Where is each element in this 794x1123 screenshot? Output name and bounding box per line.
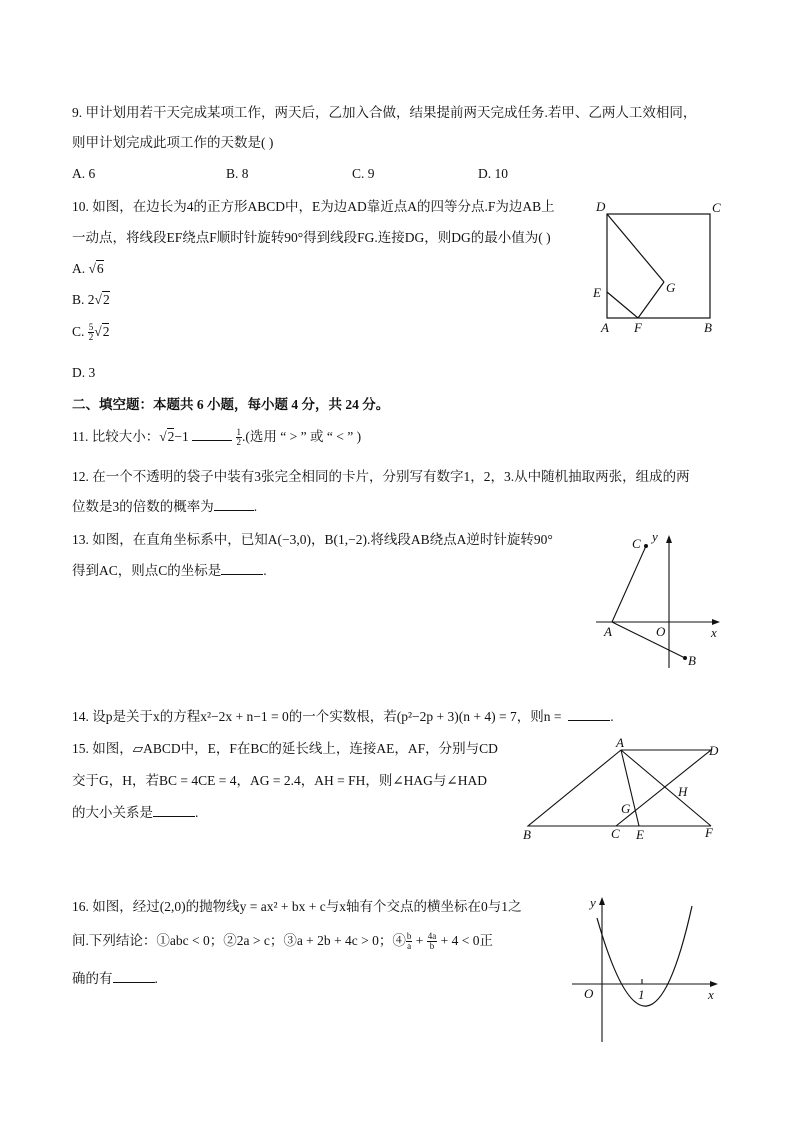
q15-figure [518,735,728,845]
q15-line1: 15. 如图，▱ABCD中，E，F在BC的延长线上，连接AE，AF，分别与CD [72,741,498,756]
q11-suffix: .(选用 “ > ” 或 “ < ” ) [242,429,362,444]
q9-line2: 则甲计划完成此项工作的天数是( ) [72,135,274,150]
label-x: x [708,987,714,1002]
q12-line2-suffix: . [253,499,258,514]
q9-option-c: C. 9 [352,166,375,181]
label-e: E [593,285,601,300]
q12-answer-blank[interactable] [214,498,254,511]
label-o: O [584,986,594,1001]
segment-ab [612,622,685,658]
q16-figure [568,890,728,1050]
q10-figure [590,200,730,340]
segment-ac [612,546,646,622]
q10-option-b-prefix: B. 2 [72,292,95,307]
q16-line2-b: + 4 < 0正 [437,933,494,948]
q10-option-c: C. $\frac{5}{2}$ √2 [72,322,110,343]
q13-answer-blank[interactable] [221,562,263,575]
q11-minus: −1 [174,429,189,444]
point-b [683,656,687,660]
q11-root: 2 [167,429,175,444]
q10-option-c-root: 2 [102,324,110,339]
q13-line2-suffix: . [263,563,267,578]
label-c: C [712,200,721,215]
label-d: D [596,199,606,214]
q9-line1: 9. 甲计划用若干天完成某项工作，两天后，乙加入合做，结果提前两天完成任务.若甲、乙两人工效相同， [72,105,697,120]
q10-option-b-root: 2 [102,292,110,307]
q10-option-a: A. √6 [72,261,104,276]
q13-line2-prefix: 得到AC，则点C的坐标是 [72,563,222,578]
q15-answer-blank[interactable] [153,804,195,817]
q10-option-c-prefix: C. [72,324,88,339]
label-a: A [604,624,612,639]
q16-line3-prefix: 确的有 [72,971,113,986]
q16-plus: + [412,933,427,948]
square-abcd [607,214,710,318]
y-axis-arrow [666,535,672,543]
q14-line [72,708,614,726]
q16-fraction2-denominator: b [429,941,435,952]
q16-line3-suffix: . [154,971,158,986]
y-axis-arrow [599,897,605,905]
q10-option-c-denominator: 2 [88,332,94,343]
label-h: H [678,784,688,799]
q16-line1: 16. 如图，经过(2,0)的抛物线y = ax² + bx + c与x轴有个交点的横坐标在0与1之 [72,899,522,914]
q16-fraction2 [427,932,438,951]
q11-prefix: 11. 比较大小： [72,429,160,444]
q11-answer-blank[interactable] [192,428,232,441]
q10-option-c-numerator: 5 [88,322,94,333]
section2-title: 二、填空题：本题共 6 小题，每小题 4 分，共 24 分。 [72,397,390,412]
q16-answer-blank[interactable] [113,970,155,983]
label-x: x [711,625,717,640]
q14-answer-blank[interactable] [568,708,610,721]
q16-fraction2-numerator: 4a [427,931,437,942]
q15-line3-prefix: 的大小关系是 [72,805,153,820]
q12-line1: 12. 在一个不透明的袋子中装有3张完全相同的卡片，分别写有数字1，2，3.从中随机抽取两张，组成的两 [72,469,690,484]
label-c: C [632,536,641,551]
q9-option-a: A. 6 [72,166,96,181]
q16-line3 [72,970,158,988]
parabola-curve [597,906,692,1006]
label-o: O [656,624,666,639]
label-g: G [666,280,676,295]
q16-fraction1-numerator: b [406,931,412,942]
q15-line3-suffix: . [195,805,199,820]
segment-dg [607,214,664,282]
q15-line3 [72,804,198,822]
label-f: F [705,825,713,840]
label-a: A [616,735,624,750]
q15-line2: 交于G，H，若BC = 4CE = 4，AG = 2.4，AH = FH，则∠HAG与∠HAD [72,773,487,788]
label-g: G [621,801,631,816]
label-y: y [590,895,596,910]
segment-ef [607,292,638,318]
point-c [644,544,648,548]
q12-line2-prefix: 位数是3的倍数的概率为 [72,499,214,514]
q10-option-b: B. 2√2 [72,292,110,307]
q11-denominator: 2 [236,437,242,448]
q11-numerator: 1 [236,427,242,438]
segment-fg [638,282,664,318]
q16-fraction1-denominator: a [407,941,412,952]
label-a: A [601,320,609,335]
label-b: B [688,653,696,668]
label-c: C [611,826,620,841]
label-b: B [523,827,531,842]
q13-figure [592,528,727,673]
label-y: y [652,529,658,544]
q13-line1: 13. 如图，在直角坐标系中，已知A(−3,0)，B(1,−2).将线段AB绕点A逆时针旋转90° [72,532,553,547]
label-f: F [634,320,642,335]
q12-line2 [72,498,257,516]
q10-line2: 一动点，将线段EF绕点F顺时针旋转90°得到线段FG.连接DG，则DG的最小值为( ) [72,230,551,245]
q16-line2-a: 间.下列结论：①abc < 0；②2a > c；③a + 2b + 4c > 0；④ [72,933,406,948]
label-d: D [709,743,719,758]
q14-prefix: 14. 设p是关于x的方程x²−2x + n−1 = 0的一个实数根，若(p²−2p + 3)(n + 4) = 7，则n = [72,709,562,724]
q11-line: 11. 比较大小：√2−1 $\frac{1}{2}$ .(选用 “ > ” 或 “ < ” ) [72,427,362,448]
q10-option-c-fraction [88,323,95,342]
q13-line2 [72,562,267,580]
label-b: B [704,320,712,335]
q10-line1: 10. 如图，在边长为4的正方形ABCD中，E为边AD靠近点A的四等分点.F为边AB上 [72,199,555,214]
q14-suffix: . [610,709,614,724]
q9-option-d: D. 10 [478,166,508,181]
q16-line2 [72,932,493,951]
label-e: E [636,827,644,842]
q10-option-a-prefix: A. [72,261,89,276]
q10-option-d: D. 3 [72,365,96,380]
q10-option-a-root: 6 [96,261,104,276]
q9-option-b: B. 8 [226,166,249,181]
label-1: 1 [638,987,645,1002]
